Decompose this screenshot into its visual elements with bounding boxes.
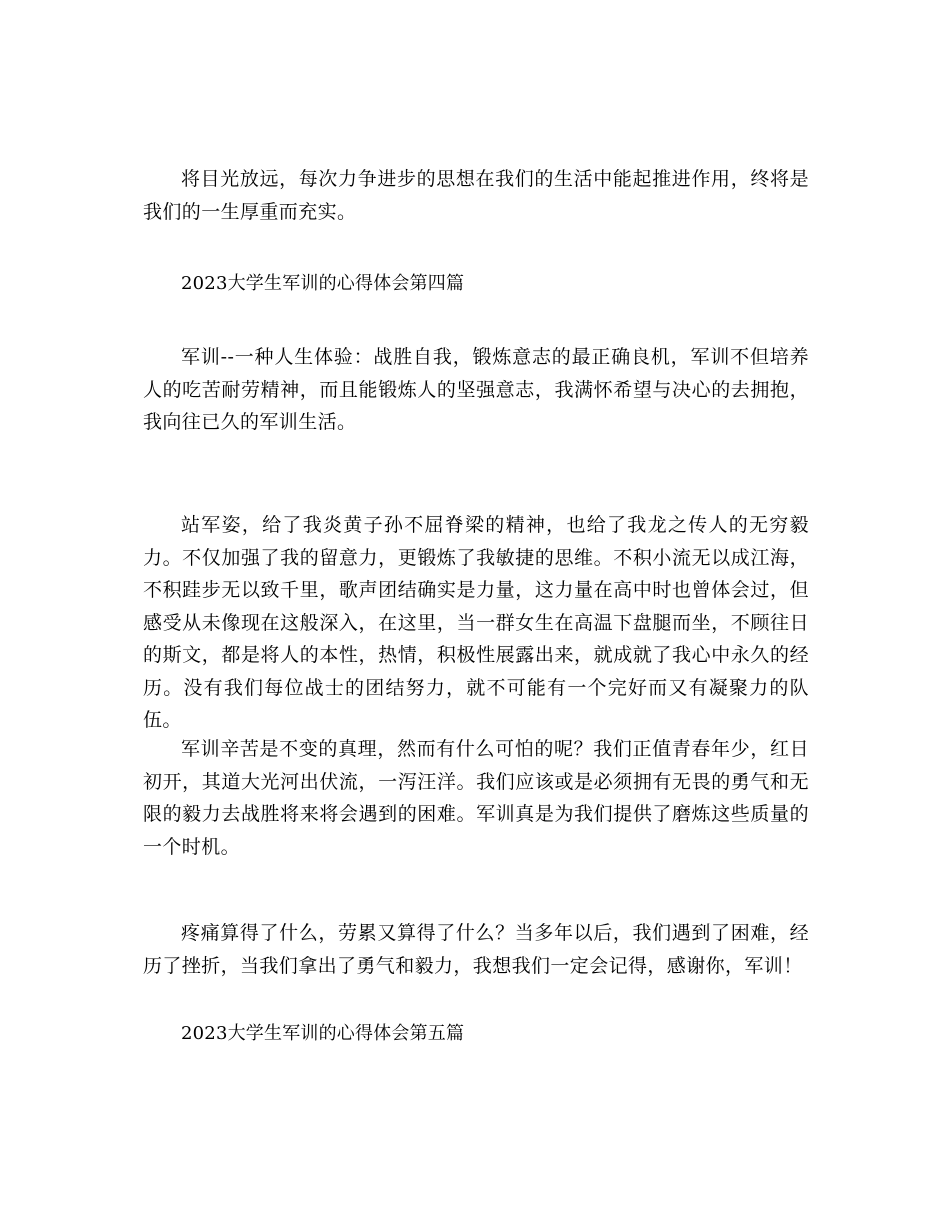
paragraph-gratitude: 疼痛算得了什么，劳累又算得了什么？当多年以后，我们遇到了困难，经历了挫折，当我们拿出了勇气和毅力，我想我们一定会记得，感谢你，军训！ [143, 922, 809, 977]
paragraph-military-training-intro: 军训--一种人生体验：战胜自我，锻炼意志的最正确良机，军训不但培养人的吃苦耐劳精神，而且能锻炼人的坚强意志，我满怀希望与决心的去拥抱，我向往已久的军训生活。 [143, 346, 809, 433]
section-heading-4: 2023大学生军训的心得体会第四篇 [181, 273, 465, 294]
paragraph-standing-posture: 站军姿，给了我炎黄子孙不屈脊梁的精神，也给了我龙之传人的无穷毅力。不仅加强了我的留意力，更锻炼了我敏捷的思维。不积小流无以成江海，不积跬步无以致千里，歌声团结确实是力量，这力量在高中时也曾体会过，但感受从未像现在这般深入，在这里，当一群女生在高温下盘腿而坐，不顾往日的斯文，都是将人的本性，热情，积极性展露出来，就成就了我心中永久的经历。没有我们每位战士的团结努力，就不可能有一个完好而又有凝聚力的队伍。 [143, 514, 809, 731]
section-heading-5: 2023大学生军训的心得体会第五篇 [181, 1023, 465, 1044]
paragraph-hardship: 军训辛苦是不变的真理，然而有什么可怕的呢？我们正值青春年少，红日初开，其道大光河出伏流，一泻汪洋。我们应该或是必须拥有无畏的勇气和无限的毅力去战胜将来将会遇到的困难。军训真是为我们提供了磨炼这些质量的一个时机。 [143, 738, 809, 858]
paragraph-conclusion: 将目光放远，每次力争进步的思想在我们的生活中能起推进作用，终将是我们的一生厚重而充实。 [143, 168, 809, 223]
